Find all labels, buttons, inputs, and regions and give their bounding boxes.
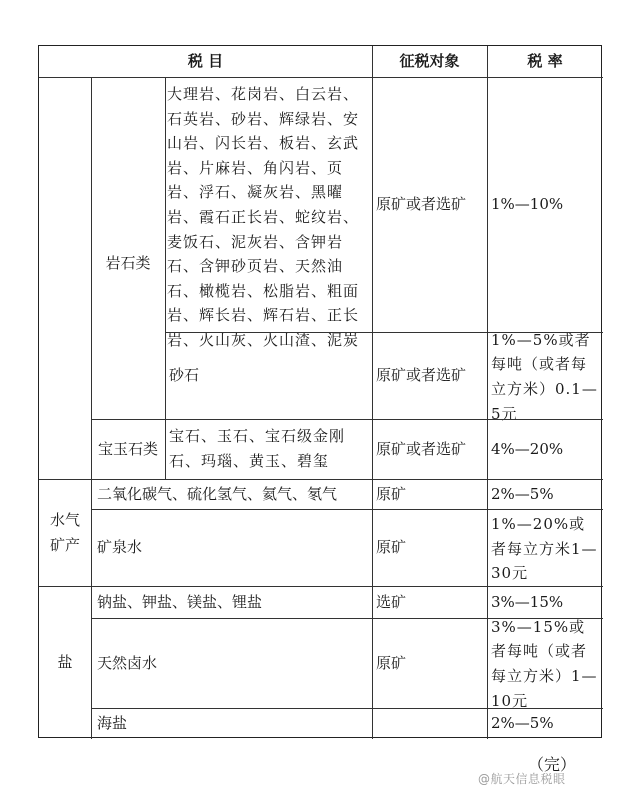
- row-sand-object: 原矿或者选矿: [376, 366, 467, 385]
- header-rate: 税 率: [527, 52, 563, 71]
- row-gem-object: 原矿或者选矿: [376, 439, 467, 458]
- rule-water-salt: [39, 586, 603, 587]
- rule-col-group: [91, 77, 92, 739]
- row-salts-item: 钠盐、钾盐、镁盐、锂盐: [97, 592, 263, 611]
- row-brine-item: 天然卤水: [97, 653, 158, 672]
- rule-col-rate: [487, 46, 488, 739]
- rule-gas-water: [91, 509, 603, 510]
- row-gem-rate: 4%—20%: [491, 439, 564, 458]
- row-seasalt-object: [376, 708, 487, 739]
- row-water-item: 矿泉水: [97, 538, 143, 557]
- rule-salts-brine: [91, 618, 603, 619]
- watermark: @航天信息税眼: [478, 772, 566, 786]
- row-gas-object: 原矿: [376, 484, 407, 503]
- row-sand-item: 砂石: [169, 366, 200, 385]
- group-gem: 宝玉石类: [97, 439, 158, 458]
- group-salt: 盐: [57, 653, 73, 672]
- row-sand-rate: 1%—5%或者每吨（或者每立方米）0.1—5元: [491, 330, 598, 423]
- rule-sand-gem: [91, 419, 603, 420]
- row-gas-rate: 2%—5%: [491, 484, 554, 503]
- rule-col-object: [372, 46, 373, 739]
- row-water-object: 原矿: [376, 538, 407, 557]
- tax-rate-table: [38, 45, 602, 738]
- header-item: 税 目: [187, 52, 224, 71]
- rule-gem-gas: [39, 479, 603, 480]
- row-rock-rate: 1%—10%: [491, 195, 564, 214]
- group-water-gas: 水气 矿产: [49, 510, 80, 554]
- rule-brine-seasalt: [91, 708, 603, 709]
- row-gas-item: 二氧化碳气、硫化氢气、氦气、氡气: [97, 484, 338, 503]
- row-rock-object: 原矿或者选矿: [376, 195, 467, 214]
- row-salts-rate: 3%—15%: [491, 592, 564, 611]
- end-marker: （完）: [528, 755, 577, 774]
- row-gem-item: 宝石、玉石、宝石级金刚石、玛瑙、黄玉、碧玺: [169, 427, 346, 470]
- rule-header: [39, 77, 603, 78]
- row-rock-item: 大理岩、花岗岩、白云岩、石英岩、砂岩、辉绿岩、安山岩、闪长岩、板岩、玄武岩、片麻岩、角闪岩、页岩、浮石、凝灰岩、黑曜岩、霞石正长岩、蛇纹岩、麦饭石、泥灰岩、含钾岩石、含钾砂页岩、天然油石、橄榄岩、松脂岩、粗面岩、辉长岩、辉石岩、正长岩、火山灰、火山渣、泥炭: [167, 85, 360, 349]
- header-object: 征税对象: [399, 52, 460, 71]
- row-brine-object: 原矿: [376, 653, 407, 672]
- row-seasalt-rate: 2%—5%: [491, 714, 554, 733]
- row-salts-object: 选矿: [376, 592, 407, 611]
- rule-col-subgroup: [165, 77, 166, 479]
- group-rock: 岩石类: [105, 253, 151, 272]
- row-water-rate: 1%—20%或者每立方米1—30元: [491, 515, 598, 583]
- row-seasalt-item: 海盐: [97, 714, 128, 733]
- row-brine-rate: 3%—15%或者每吨（或者每立方米）1—10元: [491, 617, 598, 710]
- rule-rock-sand: [165, 332, 603, 333]
